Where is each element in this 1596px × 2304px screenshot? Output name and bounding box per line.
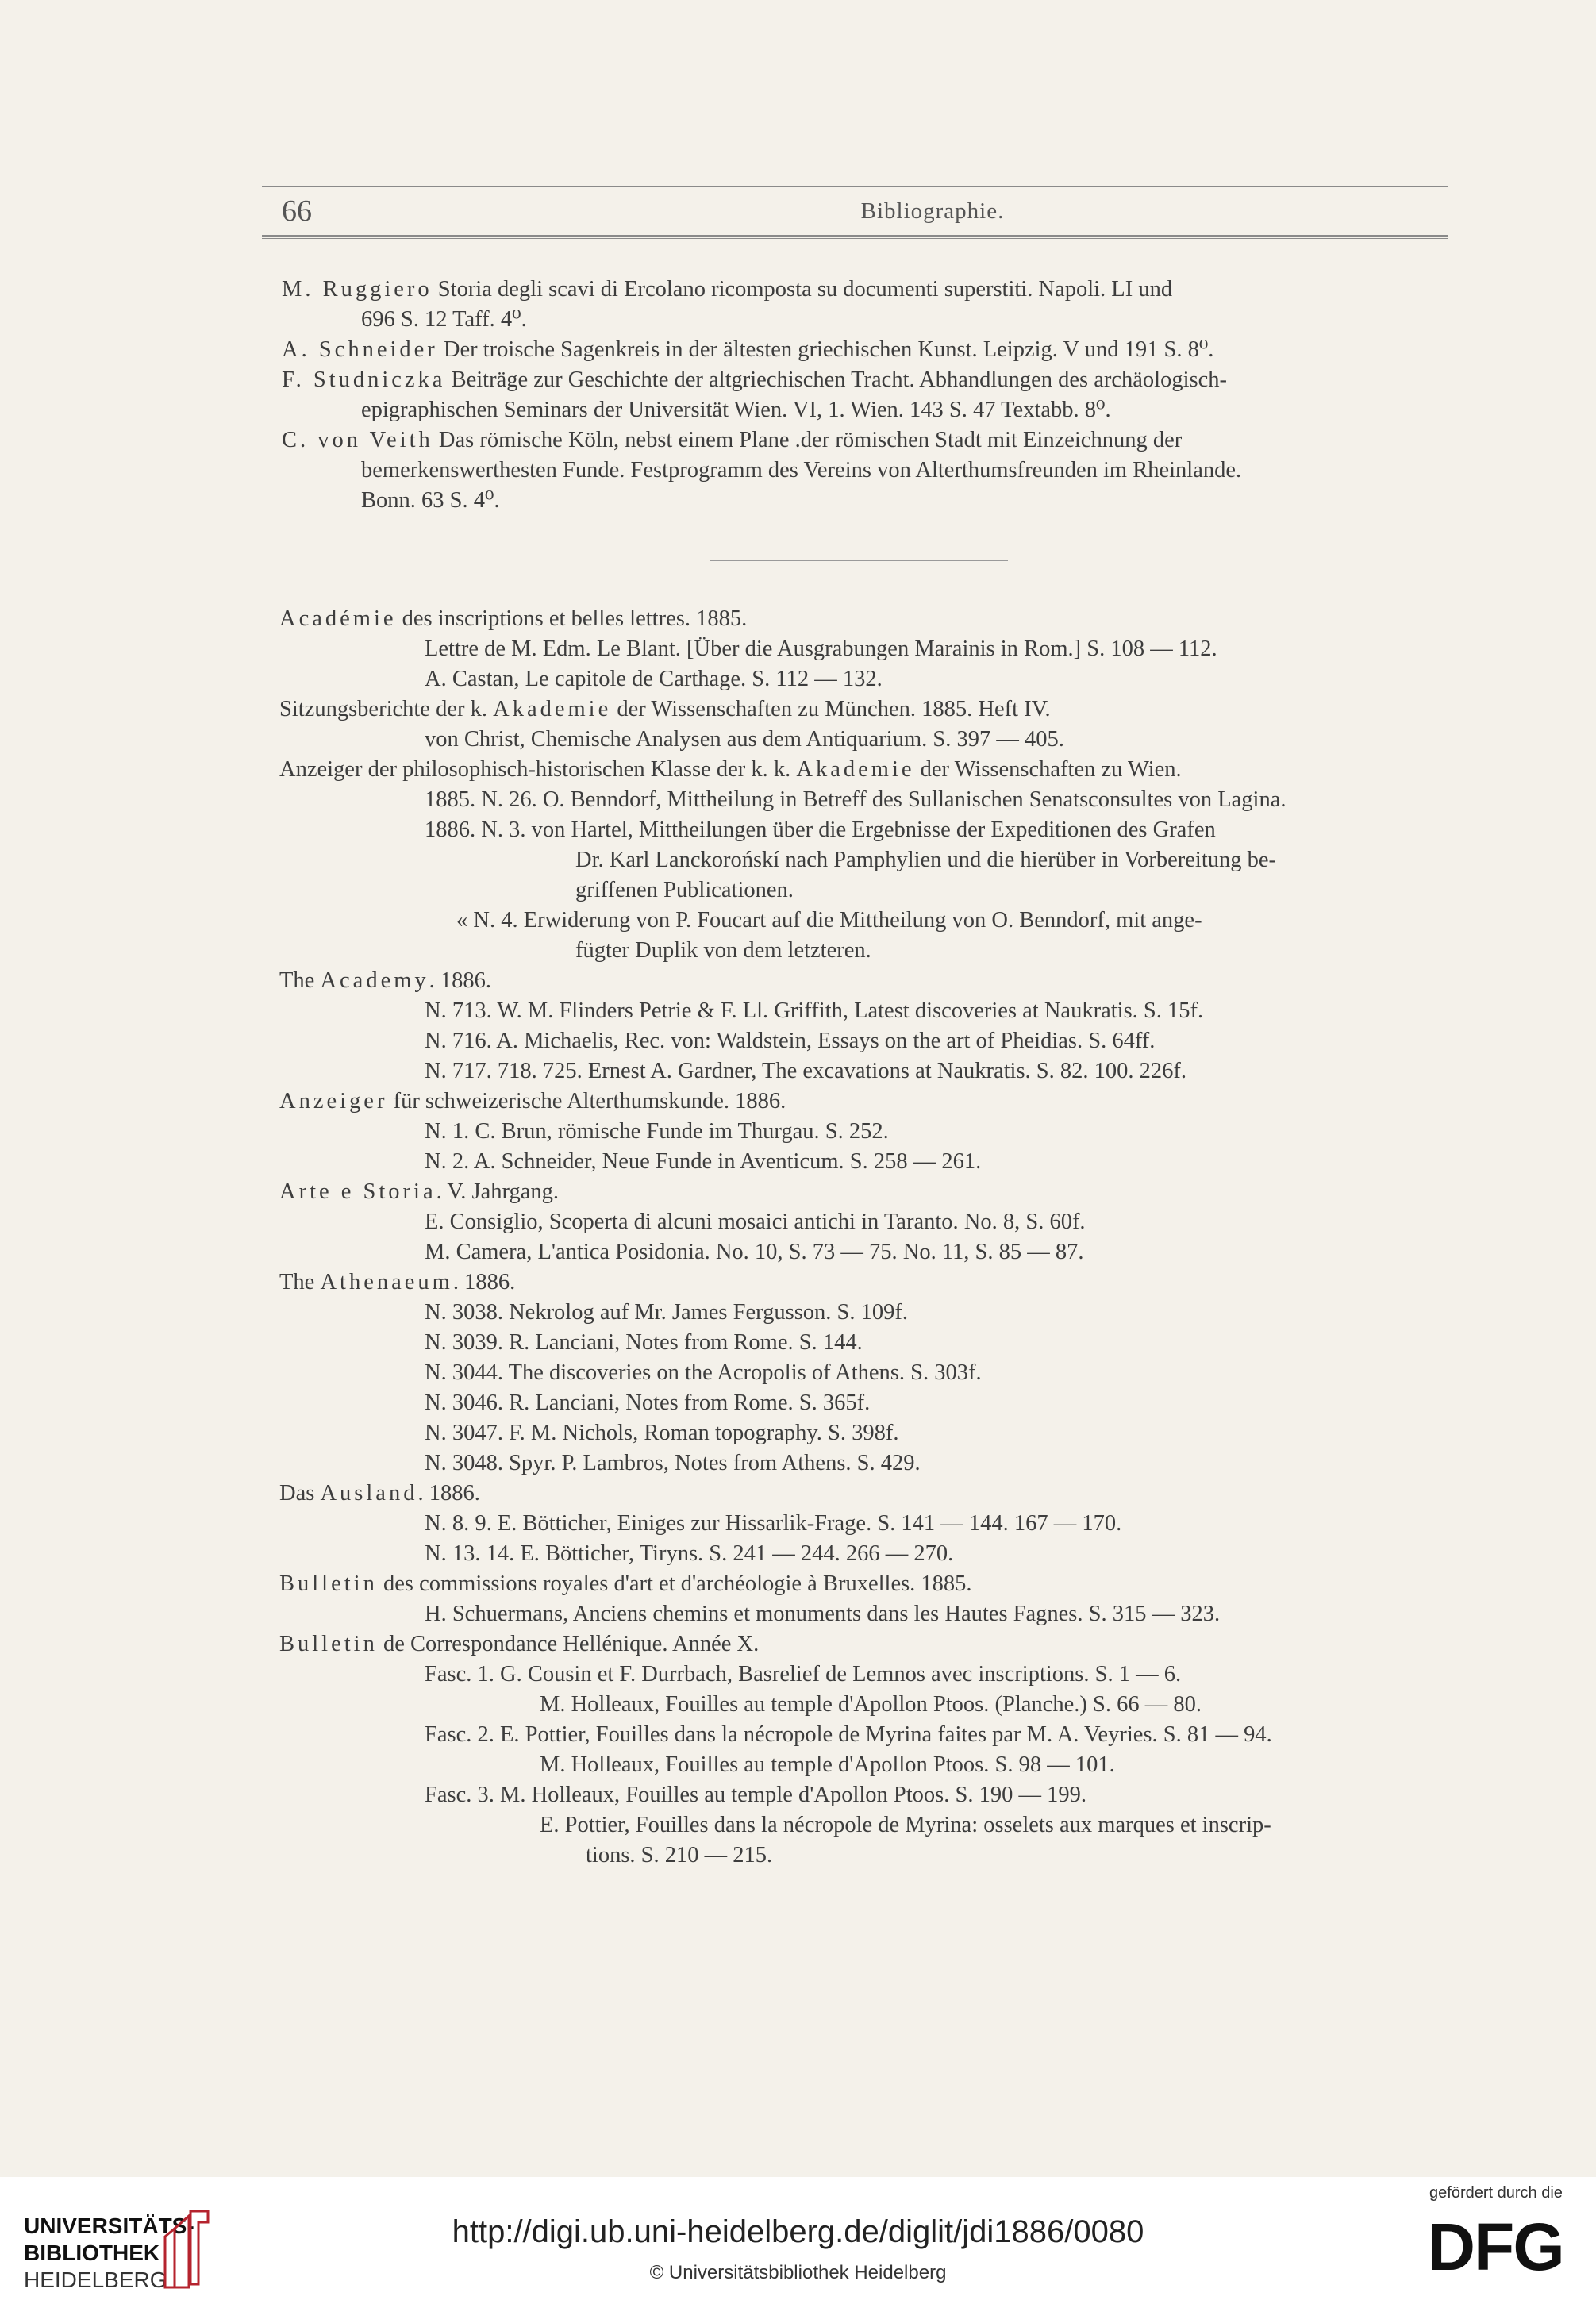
- logo-line-1: UNIVERSITÄTS-: [24, 2214, 194, 2238]
- spaced-heading: Bulletin: [279, 1632, 378, 1656]
- page-url-link[interactable]: http://digi.ub.uni-heidelberg.de/diglit/jdi1886/0080: [452, 2214, 1144, 2249]
- line-text: N. 3048. Spyr. P. Lambros, Notes from Athens. S. 429.: [425, 1451, 921, 1475]
- text-line: [361, 456, 1241, 486]
- spaced-heading: C. von Veith: [282, 428, 433, 452]
- line-text: fügter Duplik von dem letzteren.: [575, 938, 871, 963]
- line-text: N. 13. 14. E. Bötticher, Tiryns. S. 241 — 244. 266 — 270.: [425, 1541, 954, 1566]
- text-line: [425, 1509, 1121, 1539]
- text-line: [425, 1207, 1086, 1237]
- logo-line-3: HEIDELBERG: [24, 2267, 167, 2292]
- text-line: [425, 634, 1217, 664]
- spaced-heading: Academy: [320, 968, 429, 993]
- line-text: Sitzungsberichte der k.: [279, 697, 494, 721]
- text-line: [425, 1780, 1086, 1810]
- text-line: [586, 1841, 772, 1871]
- header-rule-bottom-thin: [262, 238, 1448, 239]
- dfg-logo: DFG: [1427, 2210, 1563, 2284]
- text-line: [425, 1237, 1084, 1267]
- text-line: [282, 425, 1182, 456]
- line-text: N. 1. C. Brun, römische Funde im Thurgau. S. 252.: [425, 1119, 889, 1144]
- line-text: M. Holleaux, Fouilles au temple d'Apollon Ptoos. S. 98 — 101.: [540, 1752, 1115, 1777]
- line-text: . 1886.: [429, 968, 492, 993]
- text-line: [540, 1690, 1202, 1720]
- text-line: [279, 1629, 759, 1660]
- line-text: de Correspondance Hellénique. Année X.: [377, 1632, 760, 1656]
- line-text: N. 2. A. Schneider, Neue Funde in Aventicum. S. 258 — 261.: [425, 1149, 982, 1174]
- text-line: [425, 1056, 1186, 1087]
- text-line: [279, 755, 1182, 785]
- line-text: N. 8. 9. E. Bötticher, Einiges zur Hissarlik-Frage. S. 141 — 144. 167 — 170.: [425, 1511, 1122, 1536]
- text-line: [282, 275, 1172, 305]
- line-text: N. 3047. F. M. Nichols, Roman topography. S. 398f.: [425, 1421, 899, 1445]
- line-text: Fasc. 1. G. Cousin et F. Durrbach, Basrelief de Lemnos avec inscriptions. S. 1 — 6.: [425, 1662, 1182, 1687]
- text-line: [425, 1026, 1155, 1056]
- running-title: Bibliographie.: [860, 198, 1005, 224]
- text-line: [425, 1448, 921, 1479]
- text-line: [279, 694, 1051, 725]
- spaced-heading: Akademie: [796, 757, 915, 782]
- text-line: [279, 1479, 480, 1509]
- spaced-heading: Ausland: [320, 1481, 418, 1506]
- line-text: der Wissenschaften zu Wien.: [914, 757, 1182, 782]
- line-text: N. 717. 718. 725. Ernest A. Gardner, The excavations at Naukratis. S. 82. 100. 226f.: [425, 1059, 1187, 1083]
- copyright-notice: © Universitätsbibliothek Heidelberg: [649, 2262, 947, 2283]
- line-text: N. 3039. R. Lanciani, Notes from Rome. S. 144.: [425, 1330, 863, 1355]
- section-separator: [710, 560, 1008, 561]
- line-text: E. Consiglio, Scoperta di alcuni mosaici antichi in Taranto. No. 8, S. 60f.: [425, 1210, 1086, 1234]
- spaced-heading: Bulletin: [279, 1571, 378, 1596]
- line-text: . 1886.: [417, 1481, 480, 1506]
- text-line: [425, 725, 1064, 755]
- text-line: [425, 1328, 863, 1358]
- line-text: N. 3046. R. Lanciani, Notes from Rome. S. 365f.: [425, 1390, 871, 1415]
- line-text: . 1886.: [452, 1270, 516, 1294]
- line-text: des commissions royales d'art et d'archéologie à Bruxelles. 1885.: [377, 1571, 972, 1596]
- line-text: für schweizerische Alterthumskunde. 1886.: [387, 1089, 786, 1114]
- text-line: [425, 1298, 908, 1328]
- spaced-heading: Académie: [279, 606, 397, 631]
- line-text: The: [279, 1270, 321, 1294]
- line-text: griffenen Publicationen.: [575, 878, 794, 902]
- text-line: [425, 1418, 899, 1448]
- logo-line-2: BIBLIOTHEK: [24, 2241, 160, 2265]
- text-line: [361, 486, 500, 516]
- text-line: [425, 1539, 953, 1569]
- text-line: [575, 845, 1276, 875]
- line-text: tions. S. 210 — 215.: [586, 1843, 773, 1867]
- text-line: [425, 1660, 1181, 1690]
- line-text: « N. 4. Erwiderung von P. Foucart auf die Mittheilung von O. Benndorf, mit ange-: [456, 908, 1202, 933]
- spaced-heading: F. Studniczka: [282, 367, 446, 392]
- text-line: [425, 1147, 981, 1177]
- line-text: N. 716. A. Michaelis, Rec. von: Waldstein, Essays on the art of Pheidias. S. 64ff.: [425, 1029, 1156, 1053]
- text-line: [425, 1117, 889, 1147]
- header-rule-bottom: [262, 235, 1448, 237]
- line-text: Der troische Sagenkreis in der ältesten griechischen Kunst. Leipzig. V und 191 S. 8⁰.: [437, 337, 1214, 362]
- line-text: M. Holleaux, Fouilles au temple d'Apollon Ptoos. (Planche.) S. 66 — 80.: [540, 1692, 1202, 1717]
- text-line: [425, 1599, 1220, 1629]
- text-line: [425, 1358, 982, 1388]
- line-text: der Wissenschaften zu München. 1885. Heft IV.: [611, 697, 1051, 721]
- page-number: 66: [282, 194, 312, 228]
- header-rule-top: [262, 186, 1448, 187]
- text-line: [279, 966, 491, 996]
- line-text: Fasc. 2. E. Pottier, Fouilles dans la nécropole de Myrina faites par M. A. Veyries. S. 81 — 94.: [425, 1722, 1272, 1747]
- text-line: [279, 1177, 559, 1207]
- line-text: M. Camera, L'antica Posidonia. No. 10, S. 73 — 75. No. 11, S. 85 — 87.: [425, 1240, 1084, 1264]
- funded-by-label: gefördert durch die: [1429, 2184, 1563, 2202]
- line-text: des inscriptions et belles lettres. 1885.: [396, 606, 748, 631]
- spaced-heading: A. Schneider: [282, 337, 438, 362]
- line-text: N. 3044. The discoveries on the Acropolis of Athens. S. 303f.: [425, 1360, 982, 1385]
- line-text: Storia degli scavi di Ercolano ricomposta su documenti superstiti. Napoli. LI und: [432, 277, 1173, 302]
- spaced-heading: M. Ruggiero: [282, 277, 433, 302]
- spaced-heading: Arte e Storia: [279, 1179, 436, 1204]
- line-text: bemerkenswerthesten Funde. Festprogramm des Vereins von Alterthumsfreunden im Rheinlande.: [361, 458, 1242, 483]
- line-text: Anzeiger der philosophisch-historischen Klasse der k. k.: [279, 757, 797, 782]
- line-text: N. 3038. Nekrolog auf Mr. James Fergusson. S. 109f.: [425, 1300, 909, 1325]
- line-text: 1886. N. 3. von Hartel, Mittheilungen über die Ergebnisse der Expeditionen des Grafen: [425, 817, 1216, 842]
- line-text: The: [279, 968, 321, 993]
- text-line: [575, 936, 871, 966]
- text-line: [540, 1810, 1271, 1841]
- text-line: [279, 1087, 786, 1117]
- line-text: von Christ, Chemische Analysen aus dem Antiquarium. S. 397 — 405.: [425, 727, 1064, 752]
- text-line: [425, 1720, 1272, 1750]
- text-line: [425, 996, 1203, 1026]
- line-text: N. 713. W. M. Flinders Petrie & F. Ll. Griffith, Latest discoveries at Naukratis. S. 15f.: [425, 998, 1204, 1023]
- line-text: Beiträge zur Geschichte der altgriechischen Tracht. Abhandlungen des archäologisch-: [445, 367, 1227, 392]
- text-line: [425, 815, 1216, 845]
- text-line: [361, 395, 1111, 425]
- line-text: Fasc. 3. M. Holleaux, Fouilles au temple d'Apollon Ptoos. S. 190 — 199.: [425, 1783, 1086, 1807]
- text-line: [425, 1388, 870, 1418]
- line-text: Lettre de M. Edm. Le Blant. [Über die Ausgrabungen Marainis in Rom.] S. 108 — 112.: [425, 637, 1217, 661]
- text-line: [279, 1267, 515, 1298]
- text-line: [279, 1569, 972, 1599]
- text-line: [425, 785, 1286, 815]
- spaced-heading: Athenaeum: [320, 1270, 453, 1294]
- line-text: 1885. N. 26. O. Benndorf, Mittheilung in Betreff des Sullanischen Senatsconsultes von Lagina.: [425, 787, 1286, 812]
- line-text: 696 S. 12 Taff. 4⁰.: [361, 307, 527, 332]
- line-text: H. Schuermans, Anciens chemins et monuments dans les Hautes Fagnes. S. 315 — 323.: [425, 1602, 1221, 1626]
- line-text: Dr. Karl Lanckorońskí nach Pamphylien und die hierüber in Vorbereitung be-: [575, 848, 1277, 872]
- line-text: . V. Jahrgang.: [436, 1179, 560, 1204]
- text-line: [282, 365, 1227, 395]
- text-line: [282, 335, 1213, 365]
- line-text: A. Castan, Le capitole de Carthage. S. 112 — 132.: [425, 667, 883, 691]
- text-line: [456, 906, 1202, 936]
- line-text: E. Pottier, Fouilles dans la nécropole de Myrina: osselets aux marques et inscrip-: [540, 1813, 1271, 1837]
- line-text: Das: [279, 1481, 321, 1506]
- text-line: [279, 604, 747, 634]
- spaced-heading: Akademie: [493, 697, 612, 721]
- spaced-heading: Anzeiger: [279, 1089, 388, 1114]
- text-line: [361, 305, 527, 335]
- line-text: Bonn. 63 S. 4⁰.: [361, 488, 500, 513]
- text-line: [425, 664, 883, 694]
- text-line: [540, 1750, 1115, 1780]
- line-text: Das römische Köln, nebst einem Plane .der römischen Stadt mit Einzeichnung der: [433, 428, 1183, 452]
- text-line: [575, 875, 794, 906]
- line-text: epigraphischen Seminars der Universität Wien. VI, 1. Wien. 143 S. 47 Textabb. 8⁰.: [361, 398, 1111, 422]
